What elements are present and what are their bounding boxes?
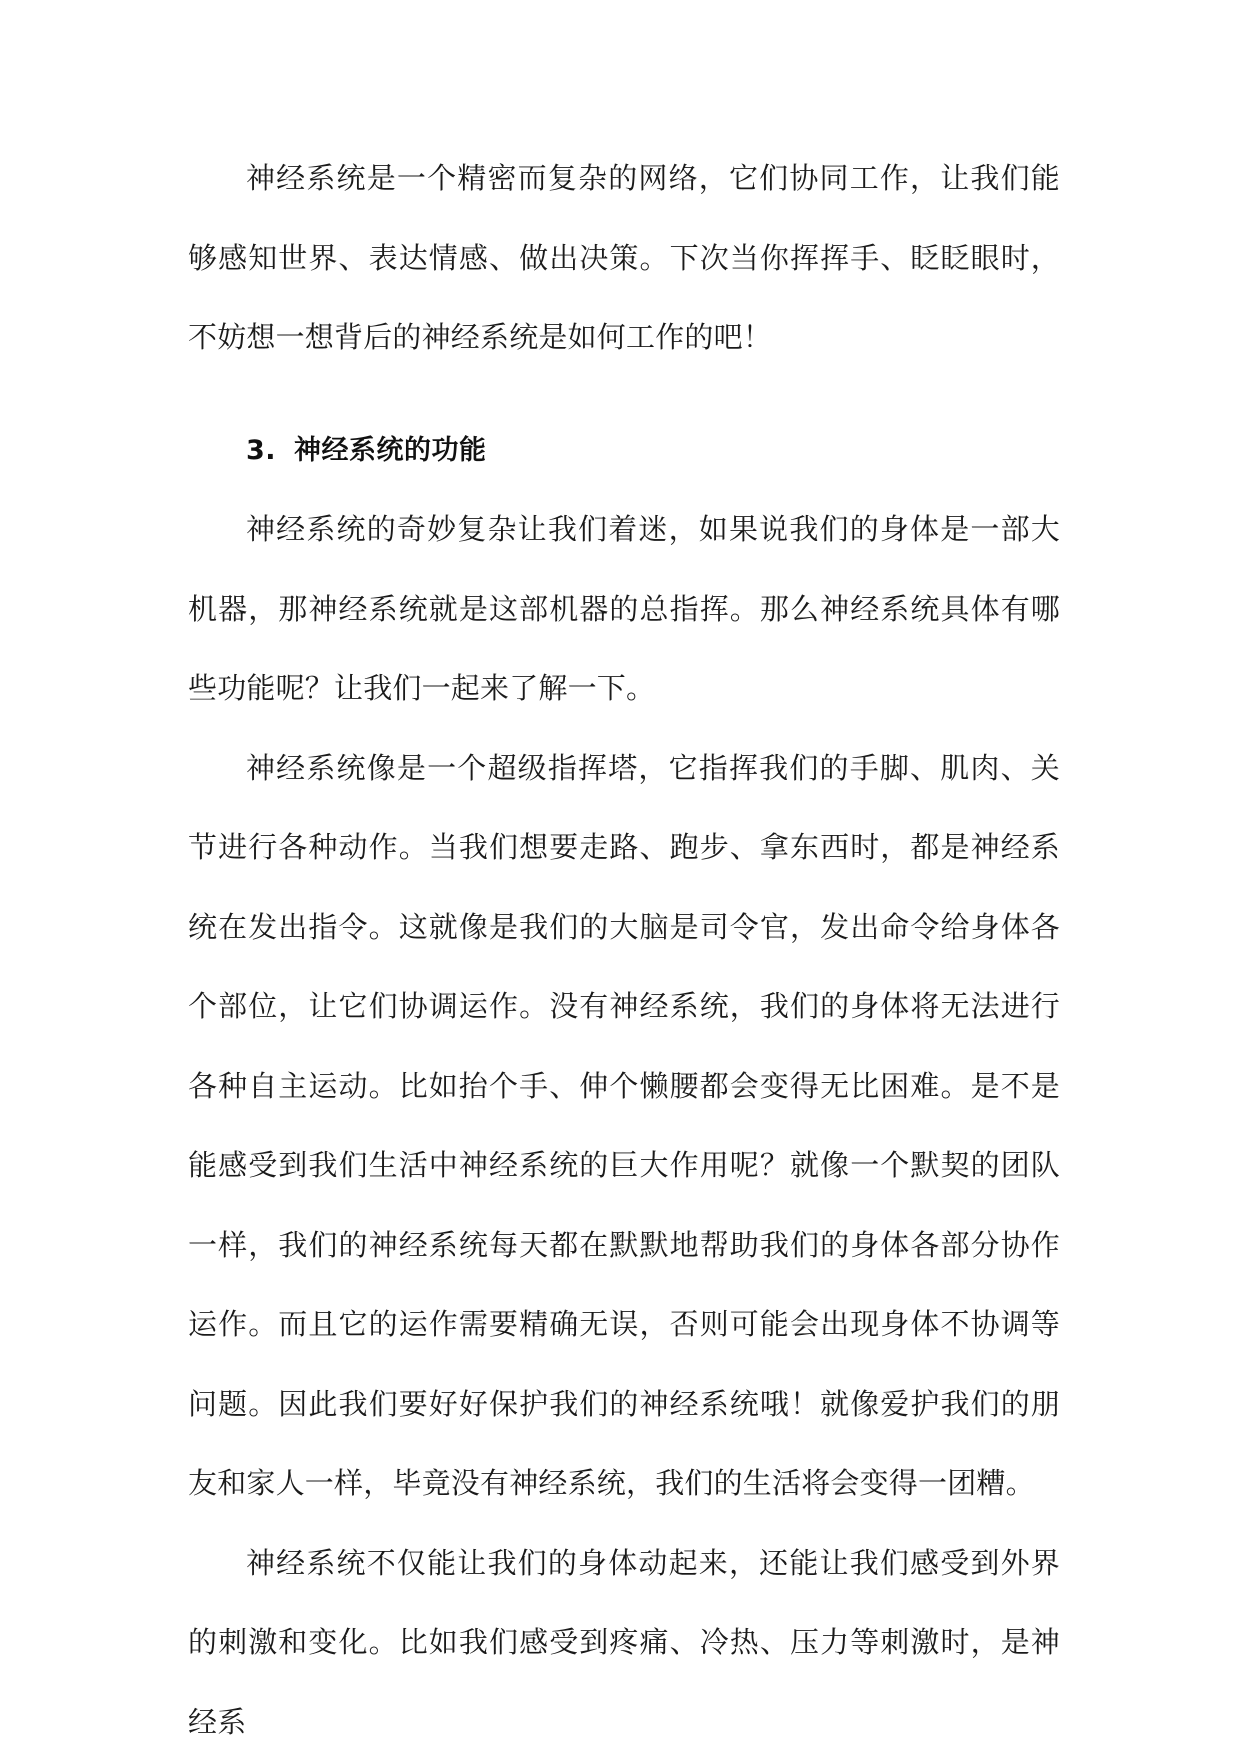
section-heading bbox=[246, 411, 1060, 491]
paragraph-sensory-function: 神经系统不仅能让我们的身体动起来，还能让我们感受到外界的刺激和变化。比如我们感受到疼痛、冷热、压力等刺激时，是神经系 bbox=[188, 1524, 1060, 1762]
paragraph-intro-summary: 神经系统是一个精密而复杂的网络，它们协同工作，让我们能够感知世界、表达情感、做出决策。下次当你挥挥手、眨眨眼时，不妨想一想背后的神经系统是如何工作的吧！ bbox=[188, 139, 1060, 378]
paragraph-motor-function: 神经系统像是一个超级指挥塔，它指挥我们的手脚、肌肉、关节进行各种动作。当我们想要走路、跑步、拿东西时，都是神经系统在发出指令。这就像是我们的大脑是司令官，发出命令给身体各个部位，让它们协调运作。没有神经系统，我们的身体将无法进行各种自主运动。比如抬个手、伸个懒腰都会变得无比困难。是不是能感受到我们生活中神经系统的巨大作用呢？就像一个默契的团队一样，我们的神经系统每天都在默默地帮助我们的身体各部分协作运作。而且它的运作需要精确无误，否则可能会出现身体不协调等问题。因此我们要好好保护我们的神经系统哦！就像爱护我们的朋友和家人一样，毕竟没有神经系统，我们的生活将会变得一团糟。 bbox=[188, 729, 1060, 1524]
section-title: 神经系统的功能 bbox=[294, 435, 487, 466]
section-number: 3. bbox=[246, 435, 276, 466]
paragraph-function-intro: 神经系统的奇妙复杂让我们着迷，如果说我们的身体是一部大机器，那神经系统就是这部机器的总指挥。那么神经系统具体有哪些功能呢？让我们一起来了解一下。 bbox=[188, 490, 1060, 729]
document-body bbox=[188, 139, 1060, 1762]
